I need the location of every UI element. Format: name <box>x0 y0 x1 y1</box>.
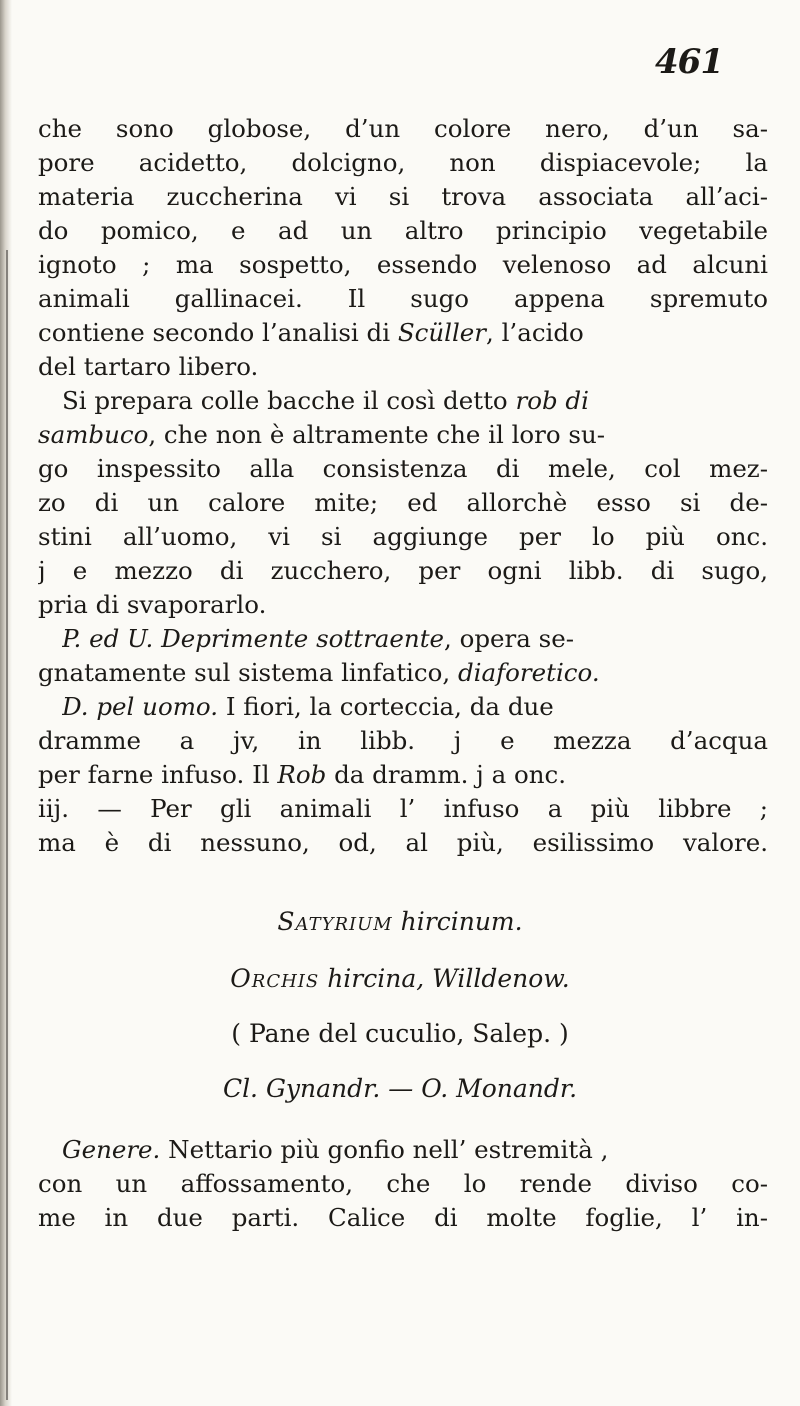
text-line <box>62 622 768 656</box>
genus-name: Satyrium <box>277 907 393 936</box>
synonym-author: Willdenow. <box>432 964 570 993</box>
term-italic: rob di <box>515 386 589 415</box>
term-italic: pel uomo. <box>96 692 219 721</box>
text-run: I fiori, la corteccia, da due <box>225 692 554 721</box>
page-number: 461 <box>655 42 723 82</box>
text-line: go inspessito alla consistenza di mele, col mez- <box>38 454 768 483</box>
text-line <box>38 656 768 690</box>
text-line: pria di svaporarlo. <box>38 590 267 619</box>
text-run: , che non è altramente che il loro su- <box>148 420 606 449</box>
page-edge-line <box>6 250 8 1400</box>
term-italic: Rob <box>277 760 327 789</box>
text-line: stini all’uomo, vi si aggiunge per lo più onc. <box>38 522 768 551</box>
text-line <box>62 1133 768 1167</box>
abbreviation: D. <box>62 692 89 721</box>
species-name: hircinum. <box>400 907 523 936</box>
text-line: iij. — Per gli animali l’ infuso a più libbre ; <box>38 794 768 823</box>
text-run: per farne infuso. Il <box>38 760 270 789</box>
term-italic: diaforetico. <box>457 658 600 687</box>
text-line: zo di un calore mite; ed allorchè esso si de- <box>38 488 768 517</box>
text-run: Nettario più gonfio nell’ estremità , <box>168 1135 609 1164</box>
section-label: Genere. <box>62 1135 161 1164</box>
text-run: da dramm. j a onc. <box>334 760 566 789</box>
synonym-species: hircina, <box>327 964 425 993</box>
classification: Cl. Gynandr. — O. Monandr. <box>222 1074 578 1103</box>
text-line: pore acidetto, dolcigno, non dispiacevole; la <box>38 148 768 177</box>
synonym-genus: Orchis <box>230 964 320 993</box>
text-line: do pomico, e ad un altro principio vegetabile <box>38 216 768 245</box>
synonym-heading <box>0 962 800 996</box>
text-line: j e mezzo di zucchero, per ogni libb. di sugo, <box>38 556 768 585</box>
text-line: del tartaro libero. <box>38 352 259 381</box>
text-line: dramme a jv, in libb. j e mezza d’acqua <box>38 726 768 755</box>
text-line <box>38 758 768 792</box>
text-run: gnatamente sul sistema linfatico, <box>38 658 451 687</box>
text-run: , opera se- <box>444 624 575 653</box>
text-line <box>38 418 768 452</box>
text-run: contiene secondo l’analisi di <box>38 318 391 347</box>
term-italic: sambuco <box>38 420 149 449</box>
author-name: Scüller <box>397 318 487 347</box>
text-run: Si prepara colle bacche il così detto <box>62 386 508 415</box>
text-run: , l’acido <box>486 318 584 347</box>
abbreviation: P. ed U. <box>62 624 154 653</box>
common-names: ( Pane del cuculio, Salep. ) <box>231 1019 569 1048</box>
text-line <box>38 316 768 350</box>
text-line: materia zuccherina vi si trova associata all’aci- <box>38 182 768 211</box>
species-heading <box>0 905 800 939</box>
text-line: animali gallinacei. Il sugo appena spremuto <box>38 284 768 313</box>
text-line: ma è di nessuno, od, al più, esilissimo valore. <box>38 828 768 857</box>
text-line <box>62 690 768 724</box>
text-line: che sono globose, d’un colore nero, d’un sa- <box>38 114 768 143</box>
text-line: con un affossamento, che lo rende diviso co- <box>38 1169 768 1198</box>
term-italic: Deprimente sottraente <box>161 624 445 653</box>
text-line: ignoto ; ma sospetto, essendo velenoso ad alcuni <box>38 250 768 279</box>
text-line <box>62 384 768 418</box>
text-line: me in due parti. Calice di molte foglie, l’ in- <box>38 1203 768 1232</box>
